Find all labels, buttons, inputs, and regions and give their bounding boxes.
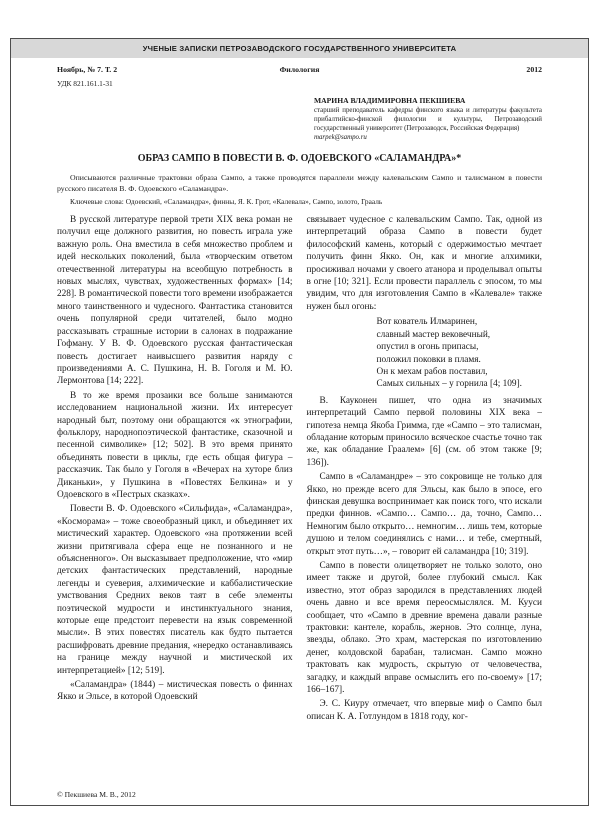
poem-line: славный мастер вековечный, xyxy=(376,329,491,340)
keywords-text: Одоевский, «Саламандра», финны, Я. К. Грот, «Калевала», Сампо, золото, Грааль xyxy=(125,197,383,207)
poem-line: Вот кователь Илмаринен, xyxy=(376,317,478,328)
poem-line: Самых сильных – у горнила [4; 109]. xyxy=(376,379,522,390)
author-block xyxy=(314,96,542,141)
issue-info-row xyxy=(57,65,542,74)
page-border-frame xyxy=(10,38,589,806)
keywords-line xyxy=(57,197,542,206)
author-affiliation: старший преподаватель кафедры финского языка и литературы факультета прибалтийско-финской филологии и культуры, Петрозаводский государственный университет (Петрозаводск, Российская Федерация) xyxy=(314,107,542,133)
poem-line: Он к мехам рабов поставил, xyxy=(376,366,488,377)
body-columns xyxy=(57,214,542,786)
udc-code: УДК 821.161.1-31 xyxy=(57,79,113,88)
right-column xyxy=(307,214,543,786)
left-column xyxy=(57,214,293,786)
keywords-label: Ключевые слова: xyxy=(70,197,124,207)
paragraph: В то же время прозаики все больше занимаются исследованием национальной жизни. Их интересует народный быт, поэтому они обращаются «к этнографии, фольклору, народнопоэтической фантастике, сказочной и песенной символике» [12; 502]. В это время принято объединять повести в циклы, где есть общая фигура – рассказчик. Так было у Гоголя в «Вечерах на хуторе близ Диканьки», у Пушкина в «Повестях Белкина» и у Одоевского в «Пестрых сказках». xyxy=(57,390,293,500)
author-email: marpek@sampo.ru xyxy=(314,134,367,142)
journal-name: УЧЕНЫЕ ЗАПИСКИ ПЕТРОЗАВОДСКОГО ГОСУДАРСТВЕННОГО УНИВЕРСИТЕТА xyxy=(142,44,457,53)
section-label: Филология xyxy=(279,65,320,74)
article-abstract: Описываются различные трактовки образа Сампо, а также проводятся параллели между калевальским Сампо и талисманом в повести русского писателя В. Ф. Одоевского «Саламандра». xyxy=(57,173,542,193)
article-title: ОБРАЗ САМПО В ПОВЕСТИ В. Ф. ОДОЕВСКОГО «САЛАМАНДРА»* xyxy=(137,153,462,165)
paragraph: Э. С. Киуру отмечает, что впервые миф о Сампо был описан К. А. Готлундом в 1818 году, ког- xyxy=(306,699,542,722)
author-name: МАРИНА ВЛАДИМИРОВНА ПЕКШИЕВА xyxy=(314,96,466,105)
paragraph: Сампо в повести олицетворяет не только золото, оно имеет также и другой, более глубокий смысл. Как известно, этот образ зародился в представлениях людей очень давно и все время переосмыслялся. М. Кууси сообщает, что «Сампо в древние времена давали разные трактовки: кантеле, корабль, жернов. Это солнце, луна, звезды, облако. Это храм, мастерская по изготовлению денег, колдовской барабан, талисман. Сампо можно трактовать как мудрость, скрытую от человечества, загадку, и каждый вправе осмыслить его по-своему» [17; 166–167]. xyxy=(306,561,542,696)
page-content xyxy=(11,58,588,805)
paragraph: Повести В. Ф. Одоевского «Сильфида», «Саламандра», «Косморама» – тоже своеобразный цикл, и объединяет их мистический характер. Одоевского «на протяжении всей жизни притягивала сфера еще не познанного и не объясненного». Он высказывает предположение, что «мир детских фантастических представлений, народные легенды и суеверия, алхимические и каббалистические умствования Средних веков таят в себе элементы поэтической мудрости и инстинктуального знания, которые еще предстоит перевести на язык современной мысли». В этих повестях писатель как будто пытается расшифровать древние предания, «нередко останавливаясь на границе между научной и мистической их интерпретацией» [12; 519]. xyxy=(57,504,293,676)
issue-year: 2012 xyxy=(526,65,543,74)
poem-line: опустил в огонь припасы, xyxy=(376,342,479,353)
poem-line: положил поковки в пламя. xyxy=(376,354,481,365)
journal-header-bar xyxy=(11,39,588,58)
paragraph: Сампо в «Саламандре» – это сокровище не только для Якко, но прежде всего для Эльсы, как было в эпосе, его финская девушка воспринимает как поиск того, что искали предки финнов. «Сампо… Сампо… да, точно, Сампо… Немногим было открыто… немногим… лишь тем, которые душою и телом соединялись с нами… и тебе, смертный, открыт этот путь…», – говорит ей саламандра [10; 319]. xyxy=(306,472,542,557)
paragraph: связывает чудесное с калевальским Сампо. Так, одной из интерпретаций образа Сампо в повести будет философский камень, который с одержимостью мечтает получить финн Якко. Он, как и многие алхимики, просиживал ночами у своего атанора и проделывал опыты в огне [10; 321]. Если провести параллель с эпосом, то мы увидим, что для изготовления Сампо в «Калевале» также нужен был огонь: xyxy=(306,215,542,312)
poem-block xyxy=(377,316,543,390)
paragraph: В русской литературе первой трети XIX века роман не получил еще должного развития, но повесть играла уже важную роль. Она вместила в себя множество проблем и идей нескольких поколений, была «творческим ответом отечественной литературы на всеобщую потребность в новых мыслях, чувствах, художественных формах» [14; 228]. В романтической повести того времени изображается много таинственного и чудесного. Фантастика становится очень популярной среди читателей, было модно рассказывать страшные истории в салонах в подражание Гофману. У В. Ф. Одоевского русская фантастическая повесть достигает наивысшего развития наряду с произведениями А. С. Пушкина, Н. В. Гоголя и М. Ю. Лермонтова [14; 222]. xyxy=(57,215,293,387)
paragraph: В. Кауконен пишет, что одна из значимых интерпретаций Сампо первой половины XIX века – гипотеза немца Якоба Гримма, где «Сампо – это талисман, обладание которым приносило всяческое счастье точно так же, как обладание Граалем» [6] (см. об этом также [9; 136]). xyxy=(306,395,542,468)
issue-date: Ноябрь, № 7. Т. 2 xyxy=(57,65,118,74)
copyright-notice: © Пекшиева М. В., 2012 xyxy=(57,790,136,799)
paragraph: «Саламандра» (1844) – мистическая повесть о финнах Якко и Эльсе, в которой Одоевский xyxy=(57,680,293,703)
